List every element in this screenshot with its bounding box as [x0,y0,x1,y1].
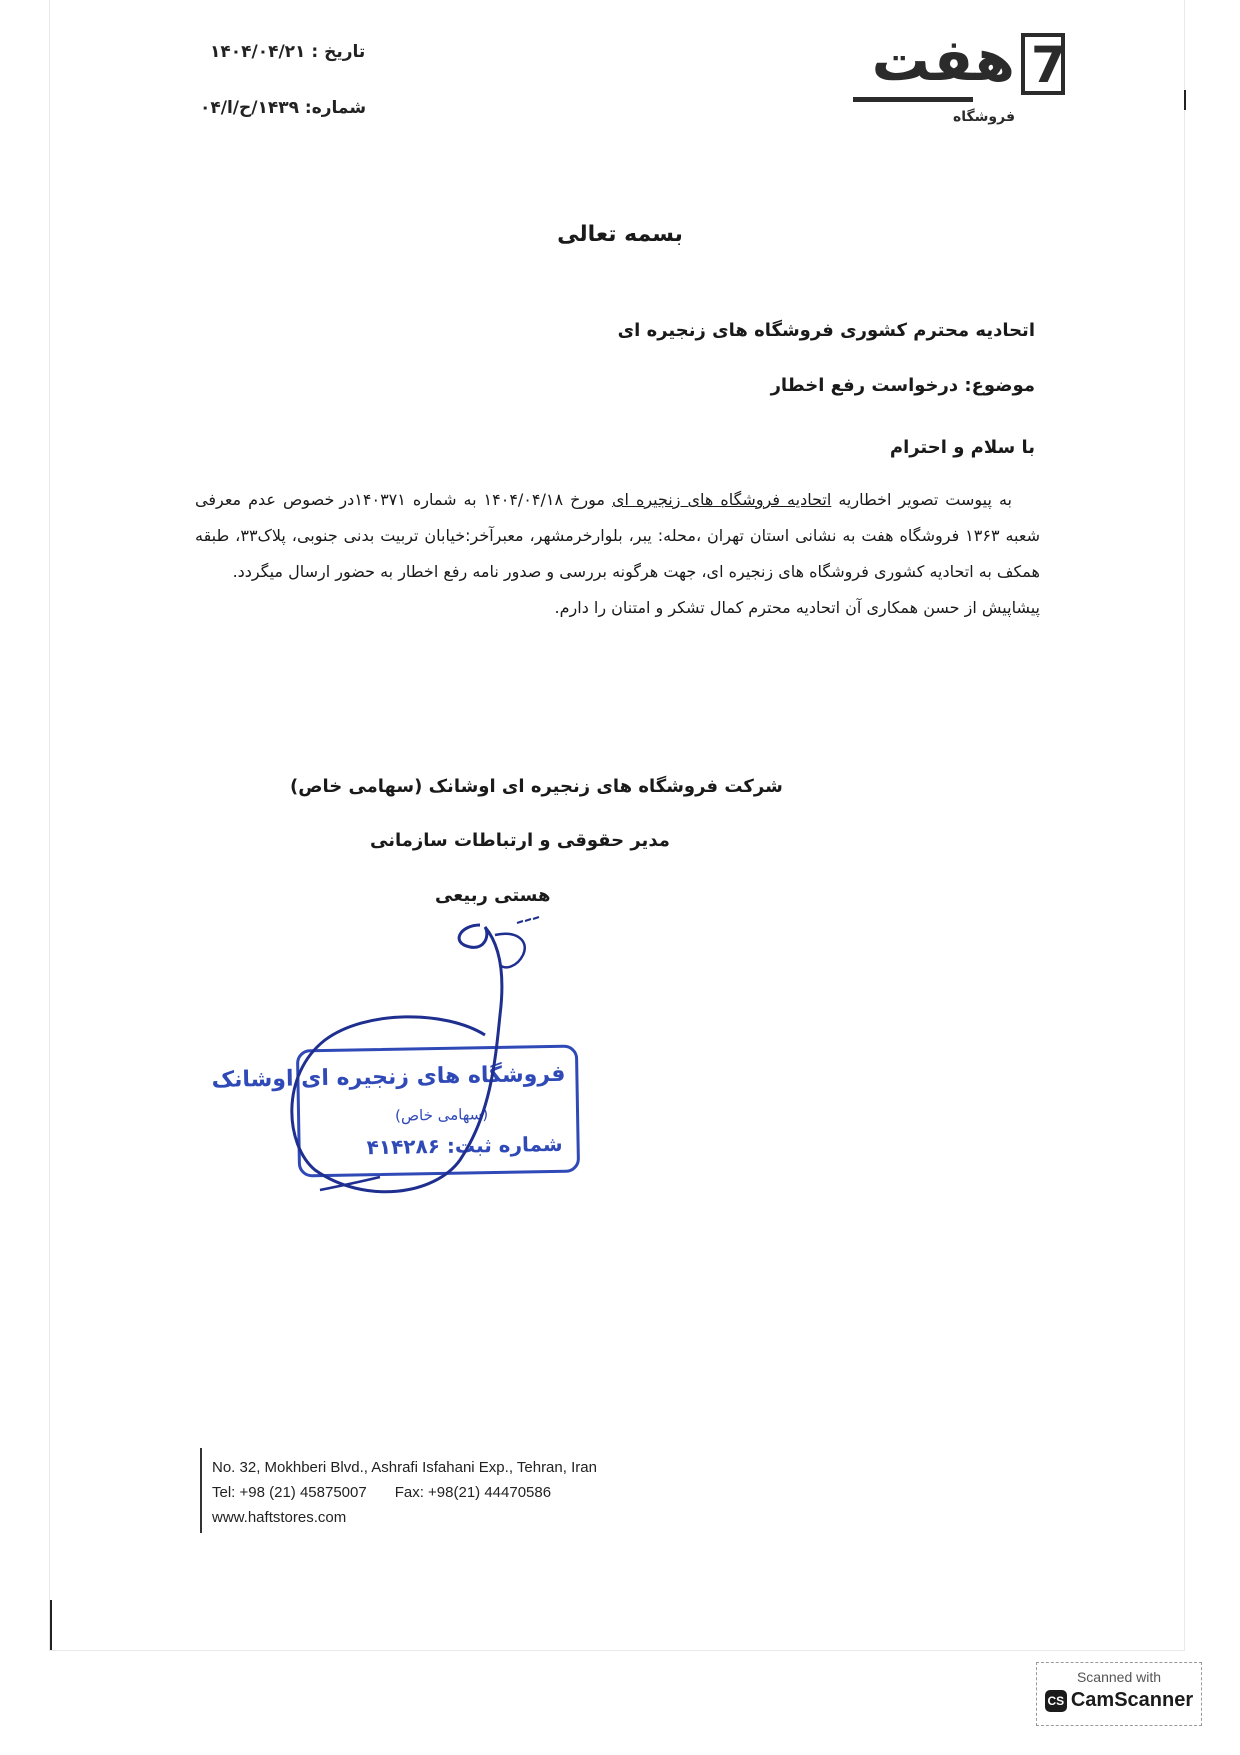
logo-word: هفت [871,26,1015,94]
stamp-registration: شماره ثبت: ۴۱۴۲۸۶ [366,1131,563,1160]
letter-footer [212,1455,597,1530]
recipient: اتحادیه محترم کشوری فروشگاه های زنجیره ای [617,320,1035,341]
scanner-brand [1037,1689,1201,1712]
body-paragraph-1 [195,482,1040,590]
signatory-company: شرکت فروشگاه های زنجیره ای اوشانک (سهامی خاص) [290,776,783,797]
letter-page [50,0,1184,1650]
signatory-name: هستی ربیعی [435,885,551,906]
letter-number: شماره: ۱۴۳۹/ح/ا/۰۴ [200,98,367,118]
logo-underline [853,97,973,102]
page-edge-mark [50,1600,52,1650]
handwritten-signature [285,915,565,1205]
stamp-company: فروشگاه های زنجیره ای اوشانک [211,1061,566,1093]
body-text-part: به پیوست تصویر اخطاریه [831,490,1012,509]
letter-body [195,482,1040,626]
invocation: بسمه تعالی [557,222,683,247]
camscanner-logo-icon: CS [1045,1690,1067,1712]
page-edge-mark [1184,90,1186,110]
footer-address: No. 32, Mokhberi Blvd., Ashrafi Isfahani Exp., Tehran, Iran [212,1459,597,1476]
camscanner-badge [1036,1662,1202,1726]
scanner-brand-name: CamScanner [1070,1689,1194,1711]
greeting: با سلام و احترام [889,437,1035,458]
footer-website: www.haftstores.com [212,1509,347,1526]
signatory-title: مدیر حقوقی و ارتباطات سازمانی [370,830,670,851]
subject: موضوع: درخواست رفع اخطار [770,375,1035,396]
scanner-caption: Scanned with [1076,1669,1162,1685]
body-paragraph-2: پیشاپیش از حسن همکاری آن اتحادیه محترم کمال تشکر و امتنان را دارم. [554,598,1040,617]
underlined-reference: اتحادیه فروشگاه های زنجیره ای [611,490,832,509]
logo-subtitle: فروشگاه [952,109,1015,125]
footer-fax: Fax: +98(21) 44470586 [394,1484,552,1501]
haft-logo [845,25,1066,125]
body-text-part: مورخ ۱۴۰۴/۰۴/۱۸ به شماره ۱۴۰۳۷۱در خصوص عدم معرفی شعبه ۱۳۶۳ فروشگاه هفت به نشانی استان تهران ،محله: یبر، بلوارخرمشهر، معبرآخر:خیابان تربیت بدنی جنوبی، پلاک۳۳، طبقه همکف به اتحادیه کشوری فروشگاه های زنجیره ای، جهت هرگونه بررسی و صدور نامه رفع اخطار به حضور ارسال میگردد. [195,490,1041,581]
letter-date: تاریخ : ۱۴۰۴/۰۴/۲۱ [210,42,366,62]
logo-mark-glyph: 7 [1031,36,1066,94]
stamp-type: (سهامی خاص) [394,1105,489,1125]
logo-mark [1021,33,1065,95]
footer-tel: Tel: +98 (21) 45875007 [212,1484,367,1501]
footer-rule [200,1448,202,1533]
footer-contact [212,1480,597,1505]
